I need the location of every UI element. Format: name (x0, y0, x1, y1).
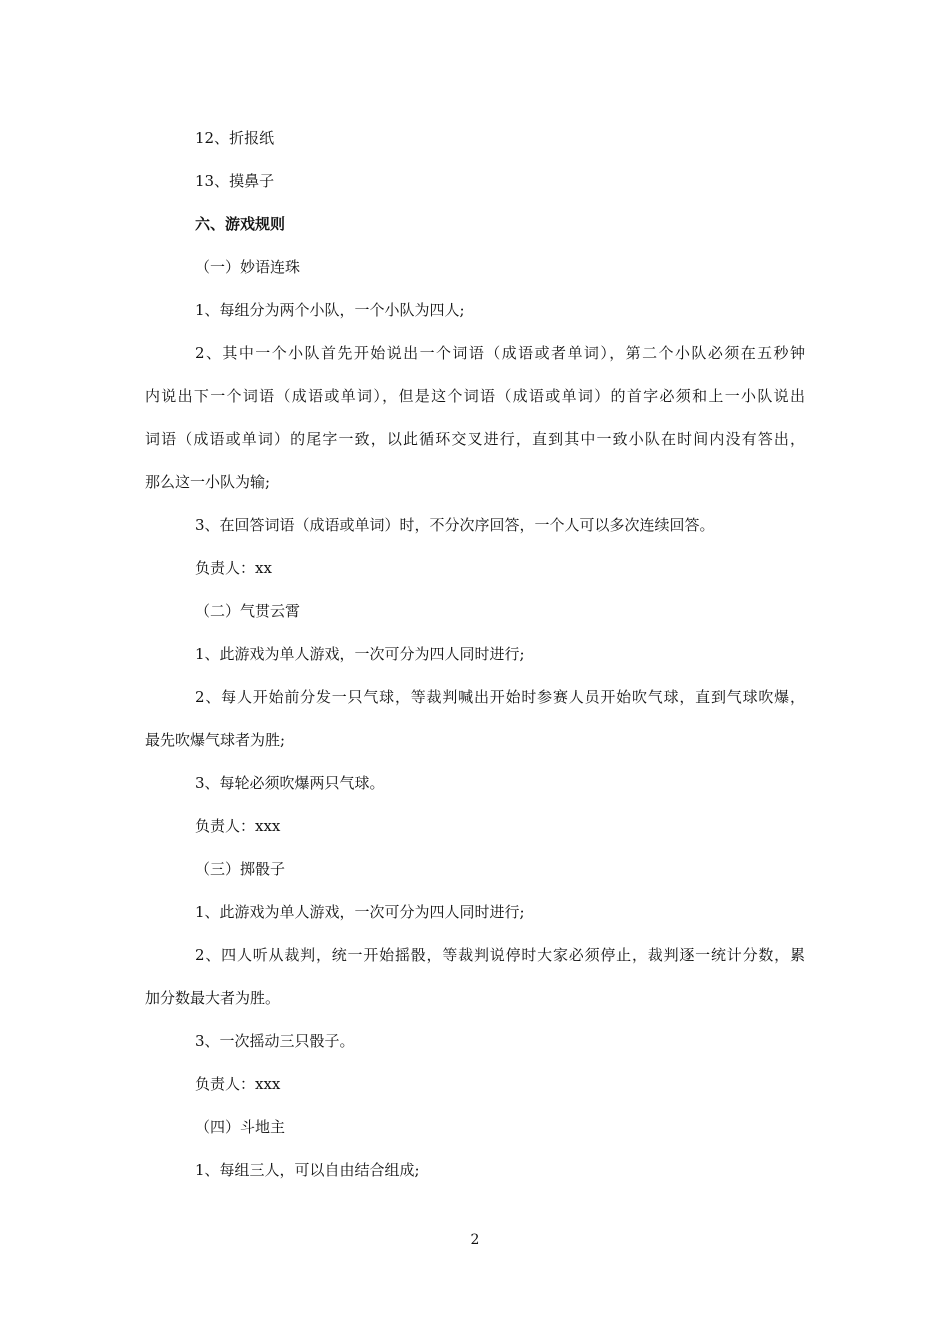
subsection-heading: （四）斗地主 (195, 1118, 286, 1136)
subsection-heading: （三）掷骰子 (195, 860, 286, 878)
paragraph-line: 那么这一小队为输; (145, 473, 271, 491)
paragraph-line: 1、每组分为两个小队，一个小队为四人; (195, 301, 465, 319)
page-number: 2 (470, 1232, 480, 1248)
responsible-person: 负责人：xxx (195, 1075, 281, 1093)
section-heading: 六、游戏规则 (195, 215, 286, 233)
paragraph-line: 加分数最大者为胜。 (145, 989, 281, 1007)
list-item: 12、折报纸 (195, 129, 275, 147)
paragraph-line: 3、在回答词语（成语或单词）时，不分次序回答，一个人可以多次连续回答。 (195, 516, 715, 534)
paragraph-line: 内说出下一个词语（成语或单词），但是这个词语（成语或单词）的首字必须和上一小队说出 (145, 387, 805, 405)
paragraph-line: 2、每人开始前分发一只气球，等裁判喊出开始时参赛人员开始吹气球，直到气球吹爆， (195, 688, 805, 706)
responsible-person: 负责人：xxx (195, 817, 281, 835)
paragraph-line: 3、每轮必须吹爆两只气球。 (195, 774, 385, 792)
paragraph-line: 最先吹爆气球者为胜; (145, 731, 286, 749)
paragraph-line: 1、每组三人，可以自由结合组成; (195, 1161, 420, 1179)
subsection-heading: （一）妙语连珠 (195, 258, 301, 276)
responsible-person: 负责人：xx (195, 559, 272, 577)
paragraph-line: 2、四人听从裁判，统一开始摇骰，等裁判说停时大家必须停止，裁判逐一统计分数，累 (195, 946, 805, 964)
list-item: 13、摸鼻子 (195, 172, 275, 190)
paragraph-line: 2、其中一个小队首先开始说出一个词语（成语或者单词），第二个小队必须在五秒钟 (195, 344, 805, 362)
paragraph-line: 3、一次摇动三只骰子。 (195, 1032, 355, 1050)
paragraph-line: 1、此游戏为单人游戏，一次可分为四人同时进行; (195, 645, 525, 663)
subsection-heading: （二）气贯云霄 (195, 602, 301, 620)
paragraph-line: 词语（成语或单词）的尾字一致，以此循环交叉进行，直到其中一致小队在时间内没有答出， (145, 430, 805, 448)
paragraph-line: 1、此游戏为单人游戏，一次可分为四人同时进行; (195, 903, 525, 921)
